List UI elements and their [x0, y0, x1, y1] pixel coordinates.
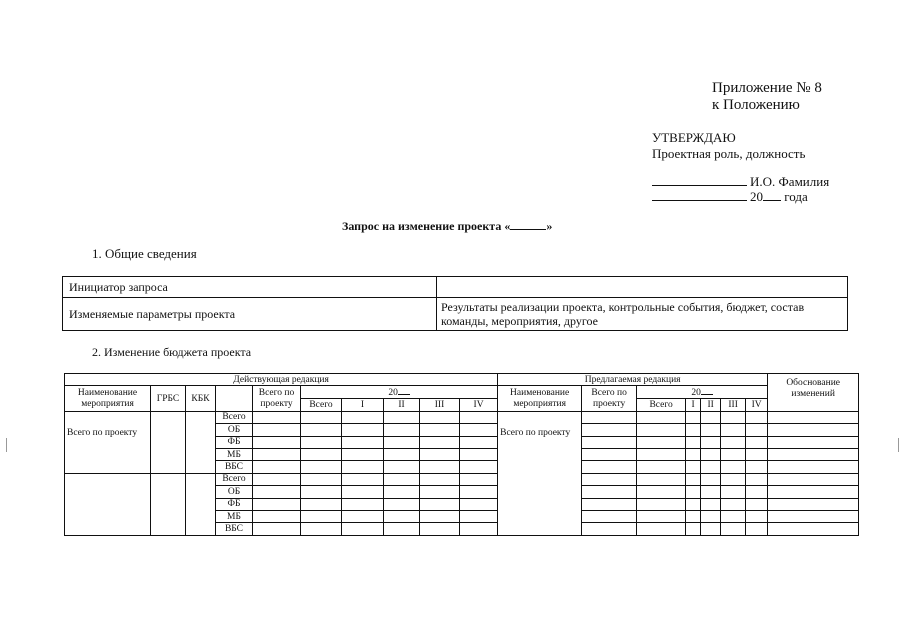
- signature-line: [652, 174, 829, 190]
- current-edition-header: Действующая редакция: [65, 374, 498, 386]
- signature-blank: [652, 175, 747, 186]
- params-value: Результаты реализации проекта, контрольные события, бюджет, состав команды, мероприятия, другое: [437, 298, 848, 331]
- row-type-label: ВБС: [216, 461, 253, 473]
- kbk-header: КБК: [186, 386, 216, 411]
- title-blank: [510, 219, 546, 230]
- proposed-name-header: Наименование мероприятия: [498, 386, 582, 411]
- proposed-q1-header: I: [686, 399, 701, 411]
- row-type-label: МБ: [216, 448, 253, 460]
- initiator-label: Инициатор запроса: [63, 277, 437, 298]
- signature-name: И.О. Фамилия: [750, 174, 830, 189]
- current-year: 20: [388, 388, 398, 399]
- group1-kbk: [186, 411, 216, 473]
- year-prefix: 20: [750, 189, 763, 204]
- proposed-q4-header: IV: [746, 399, 768, 411]
- row-type-label: Всего: [216, 473, 253, 485]
- date-blank: [652, 190, 747, 201]
- year-suffix: года: [784, 189, 808, 204]
- grbs-header: ГРБС: [151, 386, 186, 411]
- year-blank: [763, 192, 781, 201]
- section1-heading: 1. Общие сведения: [92, 246, 197, 261]
- header-row-1: [65, 374, 859, 386]
- proposed-year: 20: [691, 388, 701, 399]
- current-q1-header: I: [342, 399, 384, 411]
- scan-edge-left: [6, 438, 7, 452]
- current-total-project-header: Всего по проекту: [253, 386, 301, 411]
- group1-grbs: [151, 411, 186, 473]
- group2-grbs: [151, 473, 186, 535]
- header-row-2: [65, 386, 859, 399]
- proposed-total-project-header: Всего по проекту: [582, 386, 637, 411]
- role-label: Проектная роль, должность: [652, 146, 806, 161]
- current-q4-header: IV: [460, 399, 498, 411]
- row-type-label: ФБ: [216, 498, 253, 510]
- table-row: [65, 411, 859, 423]
- proposed-edition-header: Предлагаемая редакция: [498, 374, 768, 386]
- type-header: [216, 386, 253, 411]
- proposed-year-header: [637, 386, 768, 399]
- current-year-header: [301, 386, 498, 399]
- group2-kbk: [186, 473, 216, 535]
- current-q2-header: II: [384, 399, 420, 411]
- current-total-header: Всего: [301, 399, 342, 411]
- date-line: [652, 189, 808, 205]
- group2-current-name: [65, 473, 151, 535]
- table-row: [63, 298, 848, 331]
- table-row: [63, 277, 848, 298]
- current-name-header: Наименование мероприятия: [65, 386, 151, 411]
- row-type-label: Всего: [216, 411, 253, 423]
- appendix-reference: к Положению: [712, 97, 800, 113]
- section2-heading: 2. Изменение бюджета проекта: [92, 345, 252, 359]
- table-row: [65, 473, 859, 485]
- title-prefix: Запрос на изменение проекта «: [342, 219, 511, 233]
- row-type-label: ОБ: [216, 486, 253, 498]
- params-label: Изменяемые параметры проекта: [63, 298, 437, 331]
- justification-header: Обоснование изменений: [768, 374, 859, 412]
- group1-current-name: Всего по проекту: [65, 411, 151, 473]
- proposed-total-header: Всего: [637, 399, 686, 411]
- title-suffix: »: [546, 219, 553, 233]
- appendix-number: Приложение № 8: [712, 80, 822, 96]
- proposed-year-blank: [701, 386, 713, 395]
- current-q3-header: III: [420, 399, 460, 411]
- general-info-table: [62, 276, 848, 331]
- initiator-value: [437, 277, 848, 298]
- budget-table: [64, 373, 859, 536]
- row-type-label: МБ: [216, 510, 253, 522]
- row-type-label: ОБ: [216, 424, 253, 436]
- current-year-blank: [398, 386, 410, 395]
- approve-label: УТВЕРЖДАЮ: [652, 130, 736, 145]
- proposed-name-cell: Всего по проекту: [498, 411, 582, 535]
- scan-edge-right: [898, 438, 899, 452]
- proposed-q2-header: II: [701, 399, 721, 411]
- row-type-label: ВБС: [216, 523, 253, 535]
- document-title: [342, 219, 552, 234]
- row-type-label: ФБ: [216, 436, 253, 448]
- proposed-q3-header: III: [721, 399, 746, 411]
